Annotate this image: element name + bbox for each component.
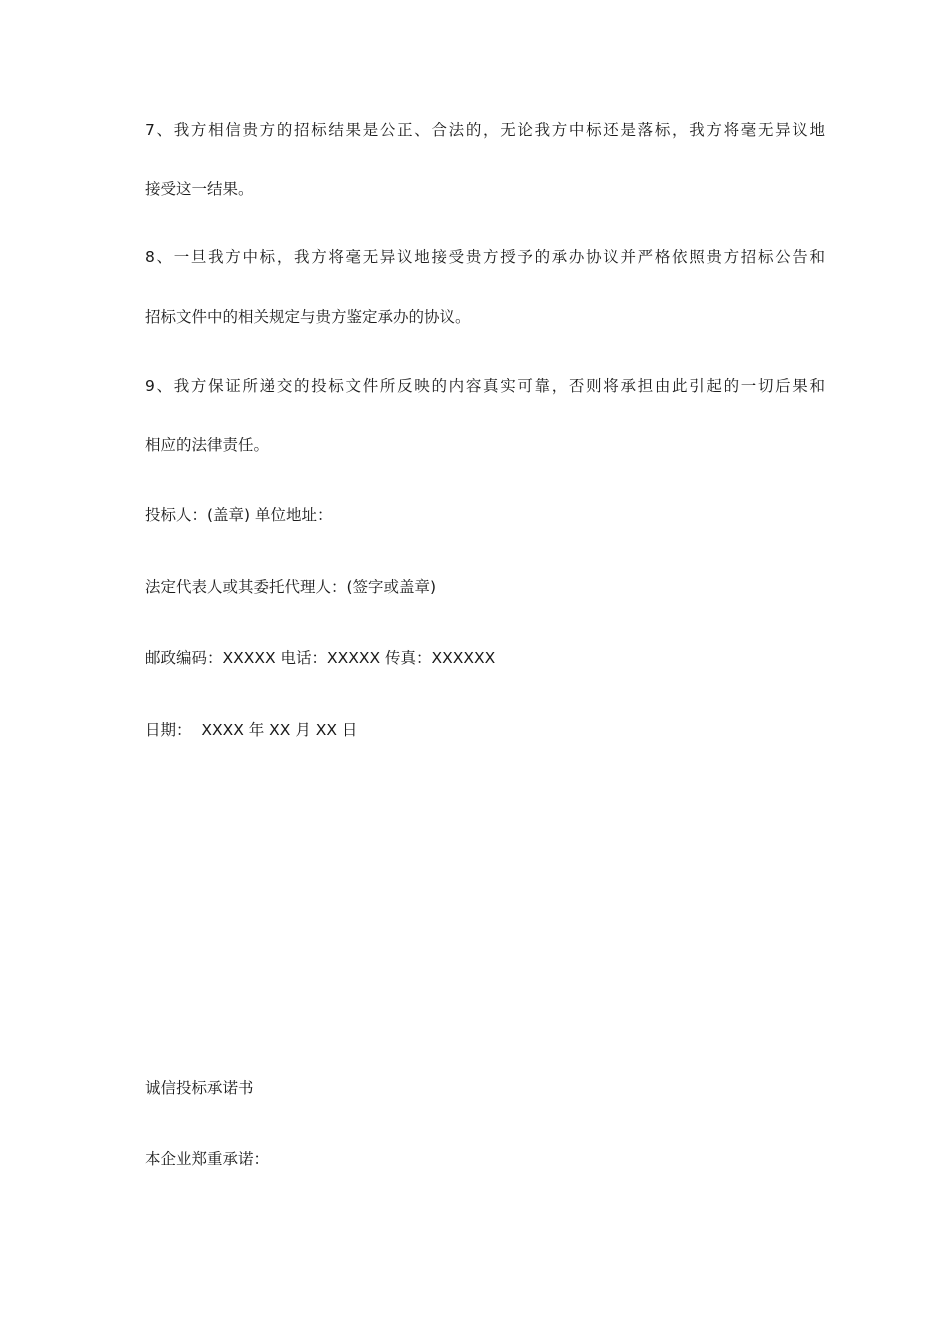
clause-9-line-1: 9、我方保证所递交的投标文件所反映的内容真实可靠，否则将承担由此引起的一切后果和: [145, 377, 825, 395]
bidder-seal-address-line: 投标人：(盖章) 单位地址：: [145, 506, 333, 524]
contact-info-line: 邮政编码：XXXXX 电话：XXXXX 传真：XXXXXX: [145, 649, 496, 667]
legal-representative-line: 法定代表人或其委托代理人：(签字或盖章): [145, 578, 437, 596]
date-line: 日期： XXXX 年 XX 月 XX 日: [145, 721, 358, 739]
integrity-commitment-intro: 本企业郑重承诺：: [145, 1150, 270, 1168]
clause-8-line-2: 招标文件中的相关规定与贵方鉴定承办的协议。: [145, 308, 471, 326]
clause-7-line-1: 7、我方相信贵方的招标结果是公正、合法的，无论我方中标还是落标，我方将毫无异议地: [145, 121, 825, 139]
clause-8-line-1: 8、一旦我方中标，我方将毫无异议地接受贵方授予的承办协议并严格依照贵方招标公告和: [145, 248, 825, 266]
clause-7-line-2: 接受这一结果。: [145, 180, 254, 198]
integrity-commitment-title: 诚信投标承诺书: [145, 1079, 254, 1097]
clause-9-line-2: 相应的法律责任。: [145, 436, 270, 454]
